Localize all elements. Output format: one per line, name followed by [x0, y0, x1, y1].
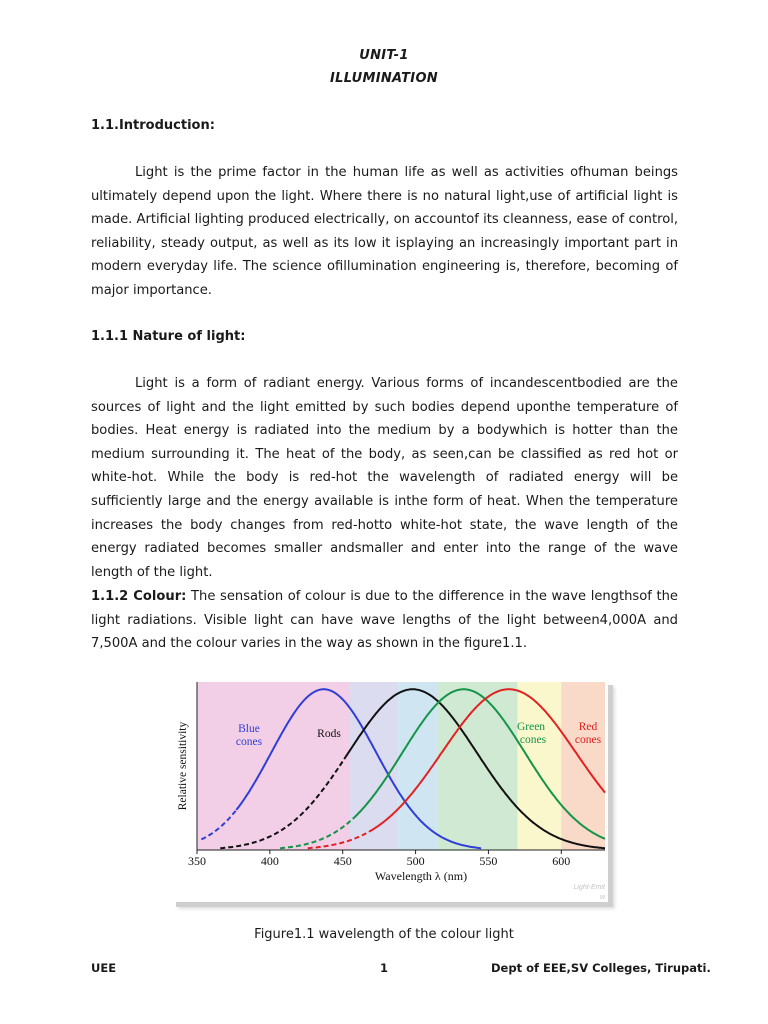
watermark-line-1: Light-Emit	[573, 884, 605, 891]
nature-text: Light is a form of radiant energy. Various forms of incandescentbodied are the sources of light and the light emitted by such bodies depend uponthe temperature of bodies. Heat energy is radiated into the medium by a bodywhich is hotter than the medium surrounding it. The heat of the body, as seen,can be classified as red hot or white-hot. While the body is red-hot the wavelength of radiated energy will be sufficiently large and the energy available is inthe form of heat. When the temperature increases the body changes from red-hotto white-hot state, the wave length of the energy radiated becomes smaller andsmaller and enter into the range of the wave length of the light.	[91, 376, 678, 580]
nature-heading: 1.1.1 Nature of light:	[91, 329, 246, 344]
x-tick-label-400: 400	[260, 854, 279, 868]
series-label-2: Rods	[317, 728, 341, 740]
watermark-line-2: w	[599, 894, 605, 901]
figure-caption: Figure1.1 wavelength of the colour light	[254, 927, 514, 942]
sensitivity-chart	[171, 680, 608, 902]
series-label-6: cones	[574, 734, 602, 746]
x-axis-label: Wavelength λ (nm)	[374, 869, 468, 883]
spectrum-band-0	[197, 682, 350, 850]
nature-paragraph	[91, 372, 678, 584]
topic-title: ILLUMINATION	[330, 71, 438, 86]
series-label-5: Red	[578, 721, 598, 733]
spectrum-band-1	[350, 682, 398, 850]
footer-page-number: 1	[380, 961, 389, 975]
series-label-1: cones	[235, 736, 263, 748]
intro-paragraph	[91, 161, 678, 303]
colour-heading: 1.1.2 Colour:	[91, 589, 187, 604]
colour-text: The sensation of colour is due to the difference in the wave lengthsof the light radiations. Visible light can have wave lengths of the light between4,000A and 7,500A and the colour varies in the way as shown in the figure1.1.	[91, 589, 678, 652]
y-axis-label: Relative sensitivity	[177, 721, 189, 811]
unit-title: UNIT-1	[359, 48, 409, 63]
series-label-0: Blue	[238, 723, 260, 735]
footer-left: UEE	[91, 961, 117, 975]
spectrum-band-5	[561, 682, 605, 850]
x-tick-label-550: 550	[479, 854, 498, 868]
colour-paragraph	[91, 585, 678, 656]
x-tick-label-600: 600	[552, 854, 571, 868]
series-label-3: Green	[516, 721, 546, 733]
spectrum-band-4	[518, 682, 562, 850]
intro-heading: 1.1.Introduction:	[91, 118, 215, 133]
series-label-4: cones	[519, 734, 547, 746]
x-tick-label-450: 450	[333, 854, 352, 868]
x-tick-label-350: 350	[188, 854, 206, 868]
figure-frame	[171, 680, 608, 902]
x-tick-label-500: 500	[406, 854, 425, 868]
footer-right: Dept of EEE,SV Colleges, Tirupati.	[491, 961, 711, 975]
intro-text: Light is the prime factor in the human life as well as activities ofhuman beings ultimately depend upon the light. Where there is no natural light,use of artificial light is made. Artificial lighting produced electrically, on accountof its cleanness, ease of control, reliability, steady output, as well as its low it isplaying an increasingly important part in modern everyday life. The science ofillumination engineering is, therefore, becoming of major importance.	[91, 165, 678, 298]
